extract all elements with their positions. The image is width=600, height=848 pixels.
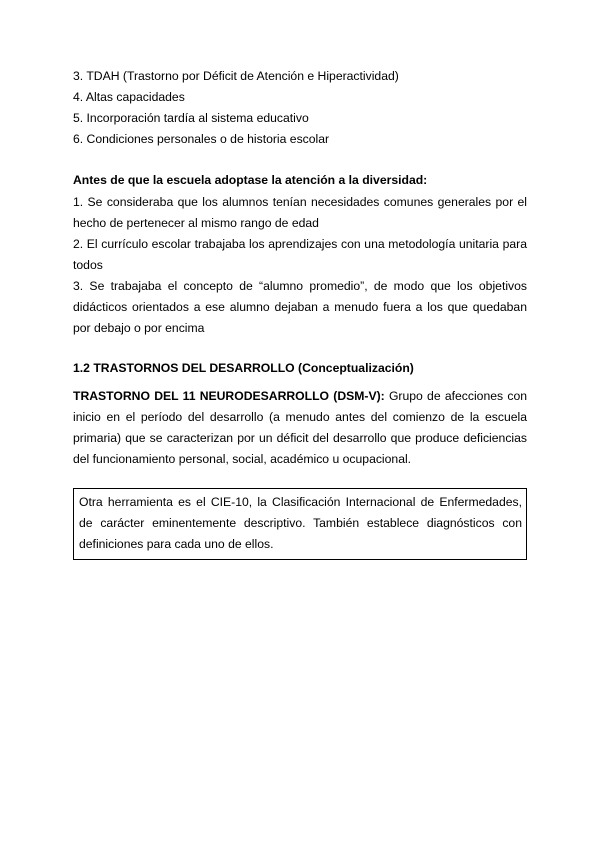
definition-block: [73, 386, 527, 470]
info-box-text: Otra herramienta es el CIE-10, la Clasificación Internacional de Enfermedades, de carácter eminentemente descriptivo. También establece diagnósticos con definiciones para cada uno de ellos.: [79, 495, 522, 551]
list-item: 5. Incorporación tardía al sistema educativo: [73, 111, 309, 125]
diversity-list: [73, 192, 527, 339]
list-item: 3. Se trabajaba el concepto de “alumno promedio”, de modo que los objetivos didácticos orientados a ese alumno dejaban a menudo fuera a los que quedaban por debajo o por encima: [73, 279, 527, 335]
info-box: [73, 488, 527, 560]
definition-term: TRASTORNO DEL 11 NEURODESARROLLO (DSM-V):: [73, 389, 385, 403]
list-item: 1. Se consideraba que los alumnos tenían necesidades comunes generales por el hecho de pertenecer al mismo rango de edad: [73, 195, 527, 230]
list-item: 3. TDAH (Trastorno por Déficit de Atención e Hiperactividad): [73, 69, 399, 83]
list-item: 4. Altas capacidades: [73, 90, 185, 104]
document-page: [73, 66, 527, 560]
diversity-heading: Antes de que la escuela adoptase la atención a la diversidad:: [73, 173, 428, 187]
section-heading: 1.2 TRASTORNOS DEL DESARROLLO (Conceptualización): [73, 361, 414, 375]
list-item: 2. El currículo escolar trabajaba los aprendizajes con una metodología unitaria para todos: [73, 237, 527, 272]
definition-text: Grupo de afecciones con inicio en el período del desarrollo (a menudo antes del comienzo de la escuela primaria) que se caracterizan por un déficit del desarrollo que produce deficiencias del funcionamiento personal, social, académico u ocupacional.: [73, 389, 527, 466]
definition-paragraph: [73, 386, 527, 470]
section-heading-block: [73, 358, 527, 379]
disorder-list: [73, 66, 527, 150]
diversity-heading-block: [73, 170, 527, 191]
list-item: 6. Condiciones personales o de historia escolar: [73, 132, 330, 146]
